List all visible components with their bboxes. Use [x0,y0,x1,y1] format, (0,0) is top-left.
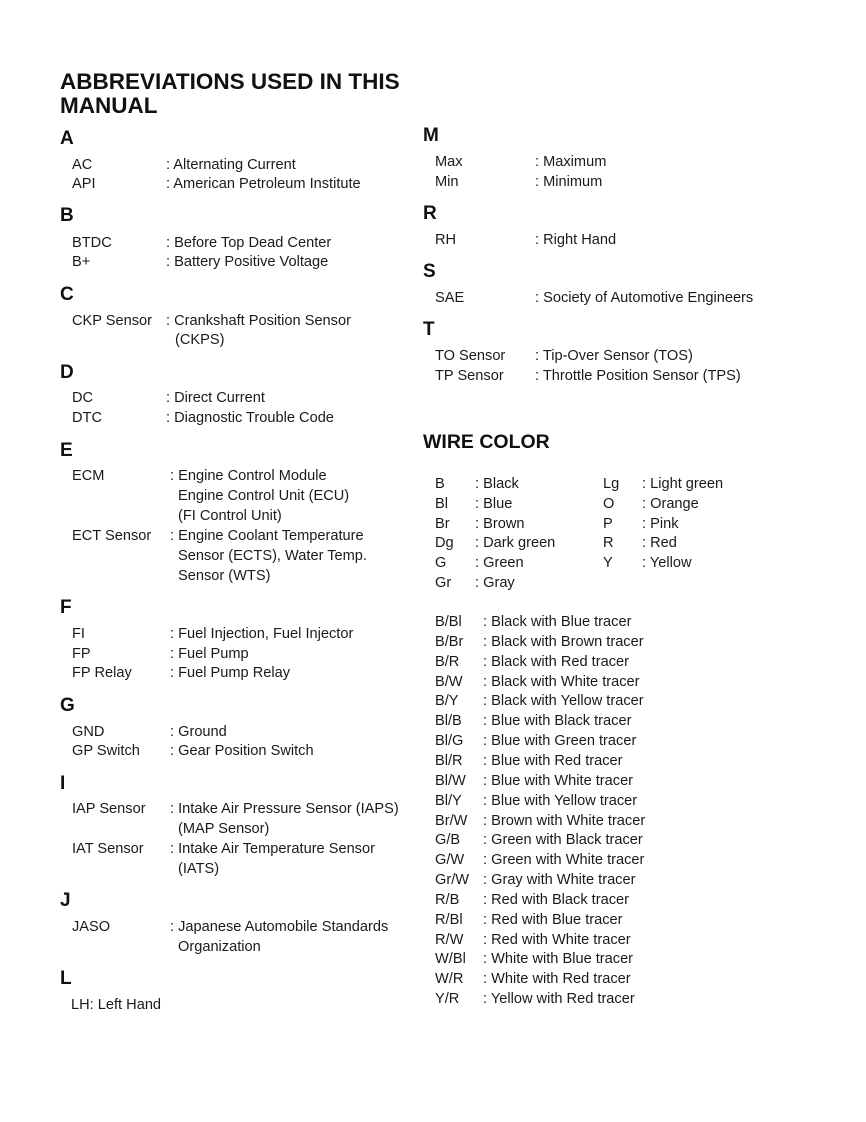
wire-color-name: : Black [475,476,519,492]
abbr-term: ECT Sensor [72,528,152,544]
abbr-definition-continued: (FI Control Unit) [178,508,282,524]
abbr-definition: : Intake Air Temperature Sensor [170,841,375,857]
section-letter-g: G [60,695,75,716]
wire-color-name: : Blue with Red tracer [483,752,623,769]
abbr-definition: : Intake Air Pressure Sensor (IAPS) [170,801,399,817]
abbr-term: TP Sensor [435,368,504,384]
section-letter-c: C [60,284,74,305]
wire-code: Gr [435,575,452,591]
wire-code: B/Y [435,693,459,710]
abbr-definition: : Engine Control Module [170,468,327,484]
wire-color-name: : Blue with Black tracer [483,713,632,730]
wire-color-name: : Brown with White tracer [483,812,646,829]
abbr-definition: : Fuel Pump Relay [170,665,291,681]
wire-code: Dg [435,535,454,552]
wire-code: Bl/R [435,752,463,769]
abbr-term: CKP Sensor [72,313,153,329]
wire-code: Bl/Y [435,792,462,809]
abbr-definition-continued: Sensor (WTS) [178,568,271,584]
section-letter-a: A [60,128,74,149]
wire-color-name: : Blue with Yellow tracer [483,792,638,809]
abbr-definition: : Crankshaft Position Sensor [166,313,351,329]
abbr-term: API [72,176,96,192]
wire-code: Bl/B [435,713,462,730]
abbr-term: ECM [72,468,105,484]
wire-color-name: : Black with Red tracer [483,653,629,670]
section-letter-t: T [423,319,435,340]
section-letter-r: R [423,203,437,224]
abbr-definition: : Gear Position Switch [170,743,314,759]
abbr-definition: : Throttle Position Sensor (TPS) [535,368,741,384]
wire-color-name: : Black with Yellow tracer [483,693,644,710]
section-letter-m: M [423,125,439,146]
abbr-definition: : Ground [170,724,227,740]
abbr-term: FP Relay [72,665,132,681]
abbr-term: FI [72,626,85,642]
wire-code: R/W [435,931,464,948]
abbr-definition: : Japanese Automobile Standards [170,919,389,935]
wire-code: B/Bl [435,614,462,630]
abbr-definition: : Before Top Dead Center [166,235,332,251]
wire-color-name: : Gray [475,575,515,591]
abbr-term: SAE [435,290,465,306]
abbr-term: GP Switch [72,743,140,759]
page-title: ABBREVIATIONS USED IN THIS MANUAL [60,69,400,118]
wire-color-name: : Gray with White tracer [483,872,636,889]
wire-code: Br [435,515,450,532]
wire-color-name: : White with Red tracer [483,971,631,988]
wire-color-name: : Orange [642,495,699,512]
abbr-definition-continued: (CKPS) [175,332,225,348]
abbr-term: DTC [72,410,102,426]
abbr-definition: : Tip-Over Sensor (TOS) [535,348,693,364]
wire-color-name: : Light green [642,476,724,492]
wire-code: Lg [603,476,620,492]
wire-code: W/Bl [435,951,466,968]
abbr-definition-continued: (MAP Sensor) [178,821,270,837]
wire-code: Y [603,555,613,572]
wire-code: G/W [435,852,465,869]
abbr-definition: : Battery Positive Voltage [166,254,329,270]
wire-code: Bl [435,495,448,512]
wire-color-name: : Blue [475,495,513,512]
wire-color-name: : Pink [642,515,679,532]
wire-code: R [603,535,614,552]
wire-color-name: : Black with White tracer [483,673,640,690]
wire-color-name: : Yellow [642,555,692,572]
wire-code: R/Bl [435,911,463,928]
abbr-definition: : American Petroleum Institute [166,176,361,192]
wire-code: Gr/W [435,872,470,889]
wire-color-name: : Black with Brown tracer [483,633,644,650]
abbr-term: Min [435,174,459,190]
section-letter-d: D [60,362,74,383]
wire-code: Br/W [435,812,468,829]
wire-code: R/B [435,891,460,908]
wire-color-name: : Green with White tracer [483,852,645,869]
abbr-term: LH: Left Hand [71,997,162,1013]
abbr-definition: : Fuel Injection, Fuel Injector [170,626,354,642]
section-letter-l: L [60,968,72,989]
wire-code: Bl/G [435,733,464,750]
section-letter-e: E [60,440,73,461]
abbr-term: IAP Sensor [72,801,146,817]
abbr-definition: : Right Hand [535,232,617,248]
abbr-term: B+ [72,254,91,270]
section-letter-j: J [60,890,71,911]
wire-color-heading: WIRE COLOR [423,431,550,453]
abbr-definition-continued: (IATS) [178,861,220,877]
section-letter-f: F [60,597,72,618]
wire-color-name: : Yellow with Red tracer [483,991,635,1008]
wire-code: G/B [435,832,461,849]
abbr-definition: : Society of Automotive Engineers [535,290,754,306]
section-letter-b: B [60,205,74,226]
abbr-definition: : Minimum [535,174,603,190]
wire-code: P [603,515,613,532]
abbr-term: IAT Sensor [72,841,144,857]
abbr-definition: : Engine Coolant Temperature [170,528,364,544]
abbr-definition-continued: Organization [178,939,261,955]
wire-color-name: : White with Blue tracer [483,951,634,968]
section-letter-s: S [423,261,436,282]
wire-code: Bl/W [435,772,466,789]
wire-color-name: : Green [475,555,524,572]
abbr-term: TO Sensor [435,348,506,364]
wire-color-name: : Blue with Green tracer [483,733,637,750]
abbr-definition: : Alternating Current [166,157,296,173]
abbr-term: FP [72,646,91,662]
abbr-definition-continued: Engine Control Unit (ECU) [178,488,350,504]
section-letter-i: I [60,773,66,794]
wire-color-name: : Red with Black tracer [483,891,629,908]
wire-color-name: : Black with Blue tracer [483,614,632,630]
wire-color-name: : Green with Black tracer [483,832,643,849]
abbr-definition-continued: Sensor (ECTS), Water Temp. [178,548,367,564]
wire-code: B [435,476,445,492]
wire-code: B/R [435,653,460,670]
wire-color-name: : Blue with White tracer [483,772,634,789]
wire-color-name: : Red with White tracer [483,931,631,948]
abbr-term: Max [435,154,463,170]
wire-code: Y/R [435,991,460,1008]
abbr-term: GND [72,724,105,740]
wire-code: B/Br [435,633,464,650]
abbr-term: BTDC [72,235,112,251]
abbr-term: DC [72,390,94,406]
wire-code: G [435,555,447,572]
wire-code: B/W [435,673,463,690]
wire-color-name: : Brown [475,515,525,532]
abbr-definition: : Maximum [535,154,607,170]
wire-code: O [603,495,615,512]
abbr-term: JASO [72,919,111,935]
abbr-term: AC [72,157,93,173]
wire-color-name: : Dark green [475,535,556,552]
abbr-definition: : Fuel Pump [170,646,249,662]
wire-code: W/R [435,971,464,988]
abbr-definition: : Direct Current [166,390,265,406]
abbr-definition: : Diagnostic Trouble Code [166,410,334,426]
abbr-term: RH [435,232,457,248]
wire-color-name: : Red with Blue tracer [483,911,623,928]
wire-color-name: : Red [642,535,677,552]
